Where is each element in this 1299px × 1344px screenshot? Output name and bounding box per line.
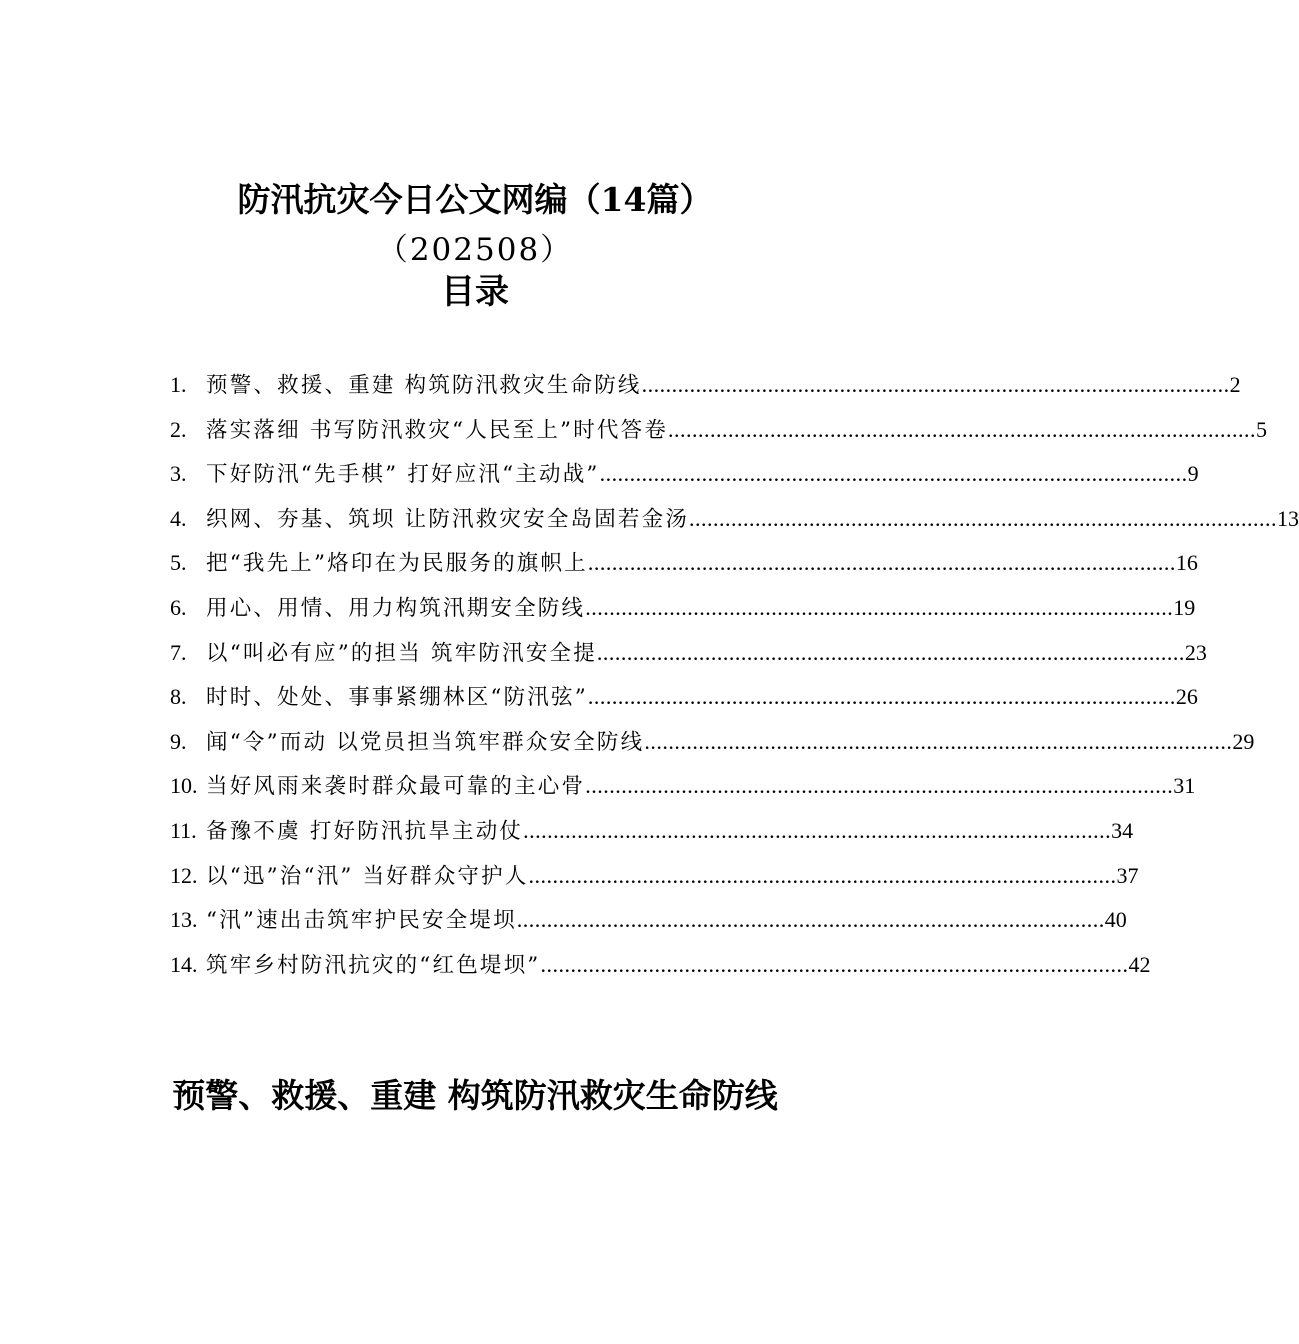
toc-entry-number: 12. <box>170 862 198 888</box>
toc-entry-number: 1. <box>170 372 187 397</box>
toc-entry-title: 筑牢乡村防汛抗灾的“红色堤坝” <box>206 952 541 978</box>
toc-entry[interactable] <box>170 363 1241 408</box>
toc-entry-number: 8. <box>170 684 187 710</box>
toc-dot-leader <box>585 586 1173 631</box>
toc-entry-title: 用心、用情、用力构筑汛期安全防线 <box>206 595 586 621</box>
toc-entry[interactable] <box>170 408 1268 453</box>
toc-entry-title: 以“叫必有应”的担当 筑牢防汛安全提 <box>206 640 597 666</box>
toc-entry-title: 备豫不虞 打好防汛抗旱主动仗 <box>206 818 524 844</box>
toc-entry[interactable] <box>170 497 1299 542</box>
toc-heading: 目录 <box>441 272 509 312</box>
toc-entry-number: 3. <box>170 461 187 487</box>
toc-entry-title: 以“迅”治“汛” 当好群众守护人 <box>206 863 529 889</box>
toc-dot-leader <box>668 408 1256 453</box>
toc-entry-title: 闻“令”而动 以党员担当筑牢群众安全防线 <box>206 729 645 755</box>
toc-dot-leader <box>523 809 1111 854</box>
toc-entry-title: “汛”速出击筑牢护民安全堤坝 <box>206 908 517 934</box>
toc-dot-leader <box>517 898 1105 943</box>
toc-entry[interactable] <box>170 452 1199 497</box>
toc-entry-page: 26 <box>1175 684 1198 710</box>
document-title: 防汛抗灾今日公文网编（14篇） <box>237 180 713 219</box>
toc-entry-page: 23 <box>1184 639 1207 665</box>
table-of-contents <box>170 363 1299 987</box>
toc-entry-number: 6. <box>170 594 187 620</box>
toc-entry[interactable] <box>170 720 1255 765</box>
toc-dot-leader <box>585 764 1173 809</box>
toc-entry-title: 时时、处处、事事紧绷林区“防汛弦” <box>206 685 588 711</box>
toc-entry-number: 7. <box>170 639 187 665</box>
toc-entry-title: 下好防汛“先手棋” 打好应汛“主动战” <box>206 462 600 488</box>
section-title: 预警、救援、重建 构筑防汛救灾生命防线 <box>172 1076 778 1115</box>
toc-entry[interactable] <box>170 764 1196 809</box>
toc-entry-number: 4. <box>170 505 187 531</box>
toc-entry[interactable] <box>170 631 1207 676</box>
toc-dot-leader <box>597 631 1185 676</box>
toc-dot-leader <box>642 363 1230 408</box>
toc-dot-leader <box>588 675 1176 720</box>
toc-entry-page: 37 <box>1116 862 1139 888</box>
toc-entry-page: 31 <box>1173 773 1196 799</box>
toc-entry-page: 13 <box>1277 505 1299 531</box>
toc-entry-page: 42 <box>1128 951 1151 977</box>
document-date: （202508） <box>376 232 574 268</box>
toc-entry-page: 9 <box>1187 461 1199 487</box>
toc-entry-page: 40 <box>1104 907 1127 933</box>
toc-entry-page: 2 <box>1229 372 1241 397</box>
toc-dot-leader <box>588 541 1176 586</box>
toc-entry-title: 织网、夯基、筑坝 让防汛救灾安全岛固若金汤 <box>206 506 690 532</box>
toc-dot-leader <box>529 854 1117 899</box>
toc-entry-number: 5. <box>170 550 187 576</box>
toc-entry[interactable] <box>170 675 1198 720</box>
toc-entry-page: 5 <box>1256 416 1268 442</box>
toc-dot-leader <box>600 452 1188 497</box>
toc-entry[interactable] <box>170 943 1151 988</box>
toc-entry[interactable] <box>170 854 1139 899</box>
toc-dot-leader <box>644 720 1232 765</box>
toc-entry-page: 34 <box>1111 817 1134 843</box>
toc-entry-number: 2. <box>170 416 187 442</box>
toc-entry-page: 16 <box>1175 550 1198 576</box>
toc-entry-number: 10. <box>170 773 198 799</box>
toc-entry-page: 29 <box>1232 728 1255 754</box>
toc-entry[interactable] <box>170 541 1198 586</box>
toc-entry[interactable] <box>170 586 1196 631</box>
toc-entry-number: 14. <box>170 951 198 977</box>
toc-entry-title: 当好风雨来袭时群众最可靠的主心骨 <box>206 774 586 800</box>
toc-entry-title: 落实落细 书写防汛救灾“人民至上”时代答卷 <box>206 417 669 443</box>
toc-dot-leader <box>689 497 1277 542</box>
toc-entry-title: 把“我先上”烙印在为民服务的旗帜上 <box>206 551 588 577</box>
toc-entry-page: 19 <box>1173 594 1196 620</box>
toc-dot-leader <box>540 943 1128 988</box>
toc-entry-number: 13. <box>170 907 198 933</box>
toc-entry-title: 预警、救援、重建 构筑防汛救灾生命防线 <box>206 373 642 398</box>
toc-entry-number: 11. <box>170 817 197 843</box>
toc-entry-number: 9. <box>170 728 187 754</box>
toc-entry[interactable] <box>170 809 1134 854</box>
toc-entry[interactable] <box>170 898 1127 943</box>
